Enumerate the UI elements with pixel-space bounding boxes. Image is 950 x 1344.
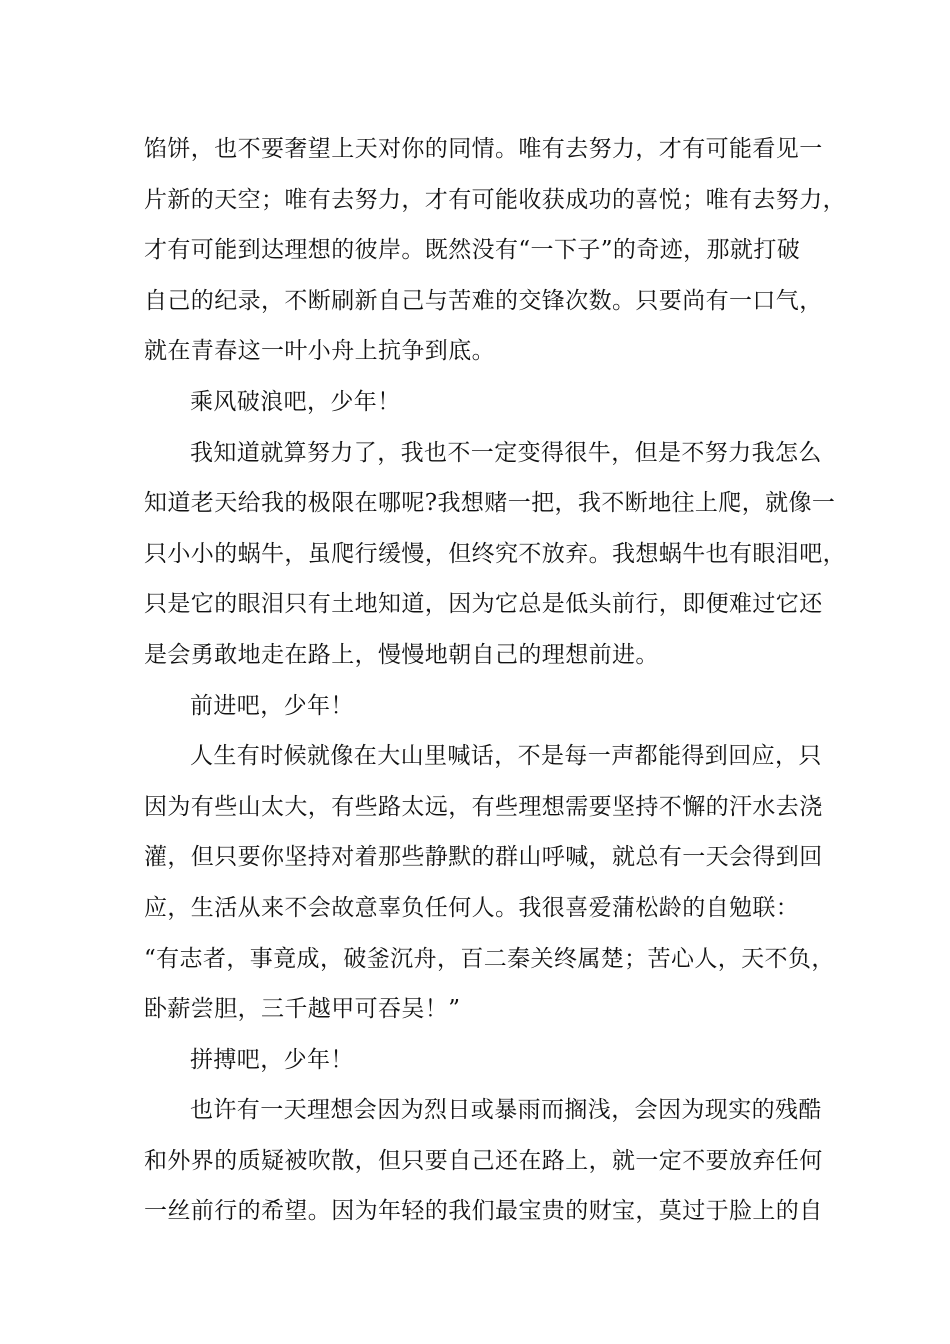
paragraph-first-line: 人生有时候就像在大山里喊话，不是每一声都能得到回应，只 — [190, 743, 822, 770]
text-line: 应，生活从来不会故意辜负任何人。我很喜爱蒲松龄的自勉联： — [144, 894, 800, 921]
text-line: 就在青春这一叶小舟上抗争到底。 — [144, 338, 495, 365]
body-text — [144, 128, 846, 1241]
text-line: 只是它的眼泪只有土地知道，因为它总是低头前行，即便难过它还 — [144, 591, 823, 618]
text-line: 因为有些山太大，有些路太远，有些理想需要坚持不懈的汗水去浇 — [144, 793, 823, 820]
section-heading: 乘风破浪吧，少年！ — [190, 388, 401, 415]
text-line: 一丝前行的希望。因为年轻的我们最宝贵的财宝，莫过于脸上的自 — [144, 1198, 823, 1225]
text-line: 馅饼，也不要奢望上天对你的同情。唯有去努力，才有可能看见一 — [144, 136, 823, 162]
section-heading: 前进吧，少年！ — [190, 692, 354, 719]
text-line: “有志者，事竟成，破釜沉舟，百二秦关终属楚；苦心人，天不负， — [144, 945, 835, 972]
section-heading: 拼搏吧，少年！ — [190, 1046, 354, 1073]
paragraph-first-line: 我知道就算努力了，我也不一定变得很牛，但是不努力我怎么 — [190, 439, 822, 466]
paragraph-first-line: 也许有一天理想会因为烈日或暴雨而搁浅，会因为现实的残酷 — [190, 1097, 822, 1124]
text-line: 灌，但只要你坚持对着那些静默的群山呼喊，就总有一天会得到回 — [144, 844, 823, 871]
text-line: 知道老天给我的极限在哪呢?我想赌一把，我不断地往上爬，就像一 — [144, 490, 836, 517]
text-line: 片新的天空；唯有去努力，才有可能收获成功的喜悦；唯有去努力， — [144, 186, 846, 213]
text-line: 只小小的蜗牛，虽爬行缓慢，但终究不放弃。我想蜗牛也有眼泪吧， — [144, 540, 846, 567]
text-line: 卧薪尝胆，三千越甲可吞吴！” — [144, 996, 461, 1023]
text-line: 和外界的质疑被吹散，但只要自己还在路上，就一定不要放弃任何 — [144, 1147, 823, 1174]
text-line: 是会勇敢地走在路上，慢慢地朝自己的理想前进。 — [144, 641, 659, 668]
text-line: 自己的纪录，不断刷新自己与苦难的交锋次数。只要尚有一口气， — [144, 287, 823, 314]
text-line: 才有可能到达理想的彼岸。既然没有“一下子”的奇迹，那就打破 — [144, 237, 801, 264]
